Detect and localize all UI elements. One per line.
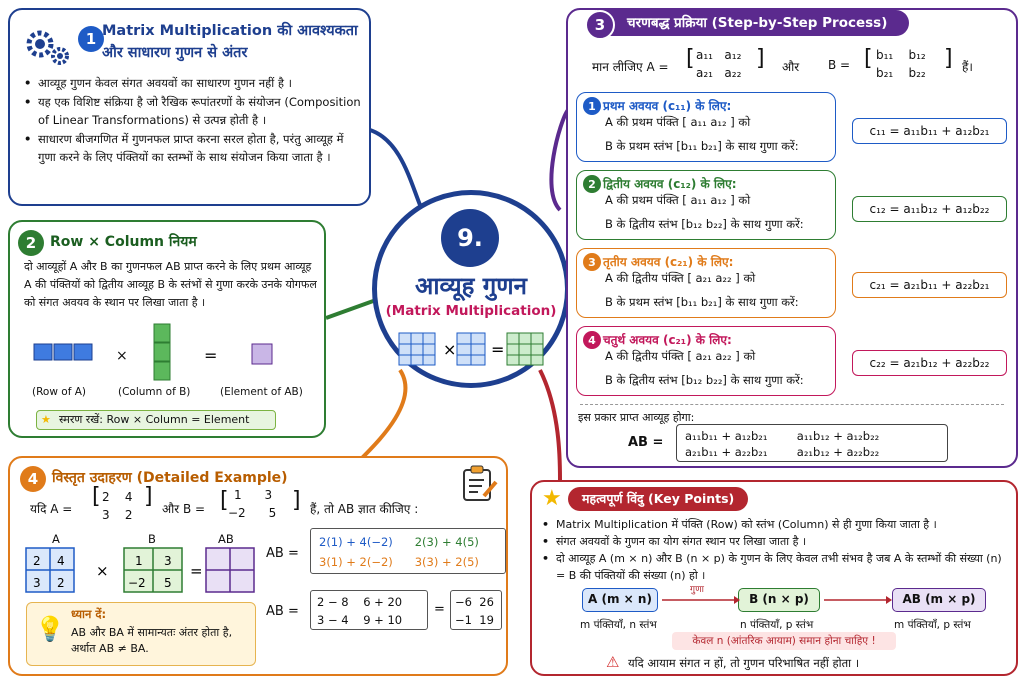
step-4-result: c₂₂ = a₂₁b₁₂ + a₂₂b₂₂ [852,350,1007,376]
label-a: A [52,532,60,546]
step-line-1: A की द्वितीय पंक्ति [ a₂₁ a₂₂ ] को [605,349,756,363]
question-b: और B = [162,502,206,516]
divider [580,404,1004,405]
step-1 [576,92,836,162]
label-row-of-a: (Row of A) [32,386,87,398]
question-c: हैं, तो AB ज्ञात कीजिए : [310,502,419,516]
section-4-box: 4 विस्तृत उदाहरण (Detailed Example) यदि A = [ 2 4 3 2 ] और B = [ 1 3 −2 5 ] हैं, तो AB ज्ञात कीजिए : A B AB 2 4 3 2 × 1 3 −2 5 = AB = 2(1) + 4(−2) 2(3) + 4(5) 3(1) + 2(−2) 3(3) + 2(5) AB = 2 − 8 6 + 20 3 − 4 9 + 10 = −6 26 −1 19 💡 ध्यान दें: AB और BA में सामान्यतः अंतर होता है, अर्थात AB ≠ BA. [8,456,508,676]
section-1-bullets [24,74,364,167]
svg-text:=: = [491,340,505,359]
and-text: और [782,60,800,74]
note-body: AB और BA में सामान्यतः अंतर होता है, अर्थात AB ≠ BA. [71,626,233,655]
step-line-1: A की प्रथम पंक्ति [ a₁₁ a₁₂ ] को [605,115,751,129]
sub-a: m पंक्तियाँ, n स्तंभ [580,619,657,631]
center-title-circle [372,190,570,388]
sub-ab: m पंक्तियाँ, p स्तंभ [894,619,971,631]
step-1-result: c₁₁ = a₁₁b₁₁ + a₁₂b₂₁ [852,118,1007,144]
step-line-1: A की प्रथम पंक्ति [ a₁₁ a₁₂ ] को [605,193,751,207]
svg-text:×: × [443,340,457,359]
section-5-title-text: महत्वपूर्ण विंदु (Key Points) [582,491,735,506]
center-subtitle: (Matrix Multiplication) [385,303,557,319]
example-grids [24,546,264,606]
step-2-result: c₁₂ = a₁₁b₁₂ + a₁₂b₂₂ [852,196,1007,222]
step-number: 2 [583,175,601,193]
svg-text:1: 1 [135,554,143,568]
step-line-2: B के द्वितीय स्तंभ [b₁₂ b₂₂] के साथ गुणा करें: [605,373,804,387]
final-row-2: a₂₁b₁₁ + a₂₂b₂₁ a₂₁b₁₂ + a₂₂b₂₂ [685,445,880,459]
list-item: • दो आव्यूह A (m × n) और B (n × p) के गुणन के लिए केवल तभी संभव है जब A के स्तम्भों की संख्या (n) = B की पंक्तियों की संख्या (n) हो । [542,550,1012,584]
row-column-diagram [30,322,310,382]
svg-text:4: 4 [57,554,65,568]
ab-label-1: AB = [266,546,299,561]
times-sign: × [116,348,128,364]
remember-text: स्मरण रखें: Row × Column = Element [59,413,250,426]
star-icon: ★ [542,486,562,511]
expansion-matrix: 2(1) + 4(−2) 2(3) + 4(5) 3(1) + 2(−2) 3(3) + 2(5) [310,528,506,574]
section-3-number: 3 [585,10,615,40]
section-1-number: 1 [78,26,104,52]
list-item: • आव्यूह गुणन केवल संगत अवयवों का साधारण गुणन नहीं है । [24,74,364,93]
warning-text: यदि आयाम संगत न हों, तो गुणन परिभाषित नहीं होता । [628,656,860,670]
label-ab: AB [218,532,234,546]
matrix-grid-icon [395,329,555,369]
dim-ab: AB (m × p) [892,588,986,612]
svg-text:=: = [190,562,203,580]
step-title: चतुर्थ अवयव (c₂₁) के लिए: [603,333,732,347]
step-number: 4 [583,331,601,349]
svg-text:3: 3 [33,576,41,590]
section-3-intro: मान लीजिए A = [ a₁₁ a₁₂ a₂₁ a₂₂ ] और B = [ b₁₁ b₁₂ b₂₁ b₂₂ ] हैं। [592,46,973,80]
note-box [26,602,256,666]
section-5-title [568,487,748,511]
step-4 [576,326,836,396]
star-icon: ★ [41,413,51,426]
section-2-description: दो आव्यूहों A और B का गुणनफल AB प्राप्त करने के लिए प्रथम आव्यूह A की पंक्तियों को द्वितीय आव्यूह B के स्तंभों से गुणा करके उनके योगफल को संगत अवयव के स्थान पर लिखा जाता है । [24,260,317,309]
clipboard-icon [460,464,500,504]
section-2-number: 2 [18,230,44,256]
step-title: तृतीय अवयव (c₂₁) के लिए: [603,255,734,269]
warning-icon: ⚠ [606,653,620,671]
step-line-2: B के प्रथम स्तंभ [b₁₁ b₂₁] के साथ गुणा करें: [605,295,799,309]
section-2-box [8,220,326,438]
step-number: 1 [583,97,601,115]
section-1-title: Matrix Multiplication की आवश्यकता और साधारण गुणन से अंतर [102,23,358,61]
gear-icon [22,24,72,68]
section-4-number: 4 [20,466,46,492]
equals-sign: = [204,346,218,365]
step-line-2: B के प्रथम स्तंभ [b₁₁ b₂₁] के साथ गुणा करें: [605,139,799,153]
svg-text:5: 5 [164,576,172,590]
list-item: • Matrix Multiplication में पंक्ति (Row) को स्तंभ (Column) से ही गुणा किया जाता है । [542,516,1012,533]
svg-text:2: 2 [57,576,65,590]
step-title: द्वितीय अवयव (c₁₂) के लिए: [603,177,737,191]
section-3-title: चरणबद्ध प्रक्रिया (Step-by-Step Process) [587,10,909,36]
label-column-of-b: (Column of B) [118,386,191,398]
note-title: ध्यान दें: [71,607,107,621]
label-b: B [148,532,156,546]
step-3-result: c₂₁ = a₂₁b₁₁ + a₂₂b₂₁ [852,272,1007,298]
final-matrix [676,424,948,462]
result-matrix: −6 26 −1 19 [450,590,502,630]
center-title: आव्यूह गुणन [415,272,527,300]
hain-text: हैं। [962,60,973,74]
intro-b: B = [828,58,851,72]
list-item: • यह एक विशिष्ट संक्रिया है जो रैखिक रूपांतरणों के संयोजन (Composition of Linear Transformations) से उत्पन्न होती है । [24,93,364,130]
intro-a: मान लीजिए A = [592,60,669,74]
ab-label-2: AB = [266,604,299,619]
step-line-1: A की द्वितीय पंक्ति [ a₂₁ a₂₂ ] को [605,271,756,285]
computed-matrix: 2 − 8 6 + 20 3 − 4 9 + 10 [310,590,428,630]
dim-b: B (n × p) [738,588,820,612]
step-line-2: B के द्वितीय स्तंभ [b₁₂ b₂₂] के साथ गुणा करें: [605,217,804,231]
step-number: 3 [583,253,601,271]
section-2-title: Row × Column नियम [50,234,197,250]
step-title: प्रथम अवयव (c₁₁) के लिए: [603,99,732,113]
condition-note: केवल n (आंतरिक आयाम) समान होना चाहिए ! [672,632,896,650]
list-item: • संगत अवयवों के गुणन का योग संगत स्थान पर लिखा जाता है । [542,533,1012,550]
final-ab-label: AB = [628,435,664,450]
list-item: • साधारण बीजगणित में गुणनफल प्राप्त करना सरल होता है, परंतु आव्यूह में गुणा करने के लिए पंक्तियों का स्तम्भों के साथ संयोजन किया जाता है । [24,130,364,167]
question-a: यदि A = [30,502,73,516]
svg-text:−2: −2 [128,576,146,590]
svg-text:2: 2 [33,554,41,568]
center-number: 9. [441,209,499,267]
final-row-1: a₁₁b₁₁ + a₁₂b₂₁ a₁₁b₁₂ + a₁₂b₂₂ [685,429,880,443]
sub-b: n पंक्तियाँ, p स्तंभ [740,619,814,631]
lightbulb-icon: 💡 [35,615,65,643]
svg-text:3: 3 [164,554,172,568]
multiply-label: गुणा [690,585,704,595]
svg-text:×: × [96,562,109,580]
section-5-bullets [542,516,1012,584]
label-element-of-ab: (Element of AB) [220,386,303,398]
step-3 [576,248,836,318]
step-2 [576,170,836,240]
section-4-title: विस्तृत उदाहरण (Detailed Example) [52,470,288,486]
section-1-box [8,8,371,206]
dim-a: A (m × n) [582,588,658,612]
remember-note [36,410,276,430]
final-label: इस प्रकार प्राप्त आव्यूह होगा: [578,411,695,424]
